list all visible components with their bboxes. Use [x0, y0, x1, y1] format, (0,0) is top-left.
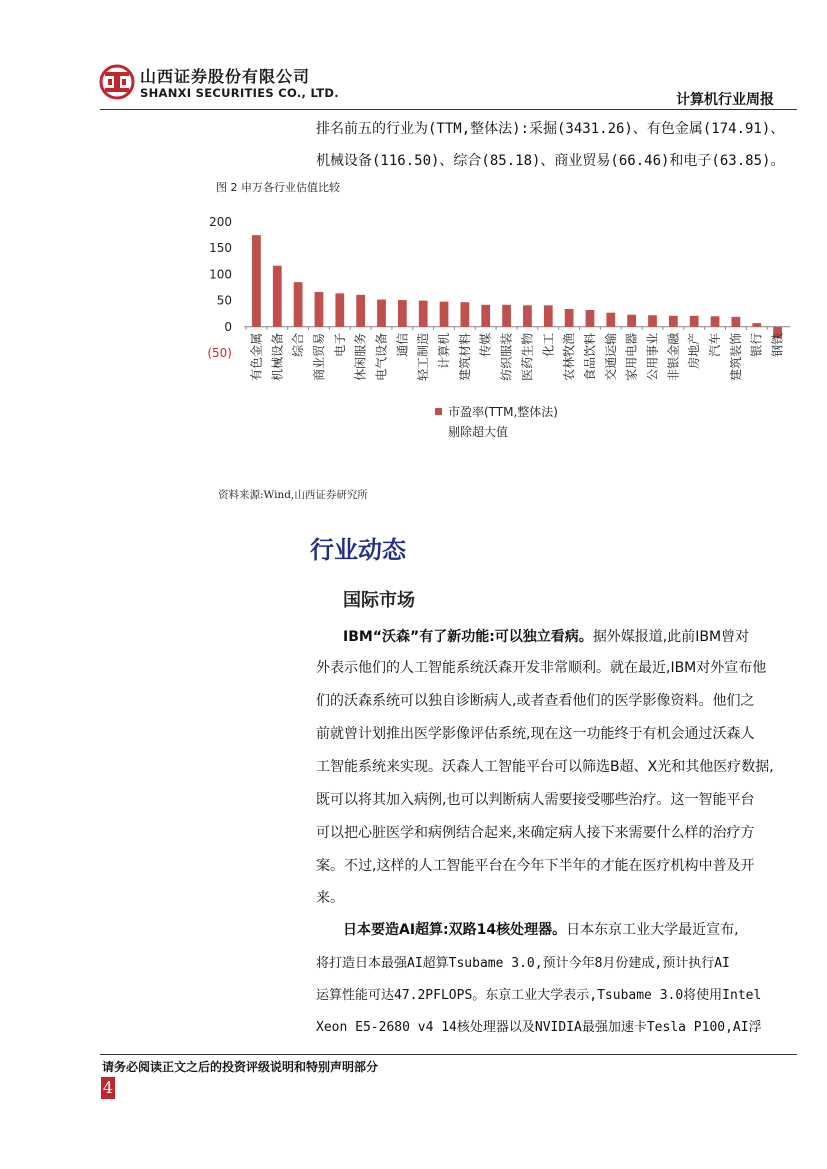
footer-disclaimer: 请务必阅读正文之后的投资评级说明和特别声明部分 — [102, 1060, 379, 1074]
bar — [648, 315, 657, 327]
intro-line-2: 机械设备(116.50)、综合(85.18)、商业贸易(66.46)和电子(63.85)。 — [316, 153, 785, 169]
y-tick-label: 100 — [209, 267, 232, 282]
bar — [565, 309, 574, 327]
bar — [252, 235, 261, 327]
figure-caption: 图 2 申万各行业估值比较 — [216, 181, 340, 194]
para2-lead: 日本要造AI超算:双路14核处理器。 — [343, 922, 567, 938]
bar — [398, 300, 407, 327]
x-category-label: 医药生物 — [520, 332, 535, 381]
para2-line: 将打造日本最强AI超算Tsubame 3.0,预计今年8月份建成,预计执行AI — [316, 956, 730, 971]
report-title: 计算机行业周报 — [676, 92, 774, 108]
bar — [335, 293, 344, 326]
bar — [523, 305, 532, 326]
para1-line: 前就曾计划推出医学影像评估系统,现在这一功能终于有机会通过沃森人 — [316, 726, 755, 742]
x-category-label: 计算机 — [437, 332, 452, 369]
company-name-cn: 山西证券股份有限公司 — [140, 67, 311, 86]
para1-first-line — [343, 626, 749, 646]
bar — [315, 292, 324, 327]
intro-line-1: 排名前五的行业为(TTM,整体法):采掘(3431.26)、有色金属(174.91)、 — [316, 121, 785, 137]
x-category-label: 综合 — [291, 332, 306, 357]
bar — [502, 305, 511, 327]
x-category-label: 食品饮料 — [582, 332, 597, 381]
bar — [544, 305, 553, 326]
bar — [586, 310, 595, 327]
bar — [440, 302, 449, 327]
bar — [606, 313, 615, 327]
x-category-label: 化工 — [541, 332, 556, 357]
para2-line: 运算性能可达47.2PFLOPS。东京工业大学表示,Tsubame 3.0将使用Intel — [316, 988, 762, 1003]
subsection-heading-international: 国际市场 — [343, 590, 415, 611]
figure-source: 资料来源:Wind,山西证券研究所 — [218, 489, 368, 501]
para1-lead: IBM“沃森”有了新功能:可以独立看病。 — [343, 629, 593, 645]
x-category-label: 电子 — [332, 332, 347, 357]
valuation-bar-chart — [200, 205, 800, 450]
x-category-label: 建筑装饰 — [728, 332, 743, 381]
para2-line: Xeon E5-2680 v4 14核处理器以及NVIDIA最强加速卡Tesla P100,AI浮 — [316, 1020, 762, 1035]
para2-first-line — [343, 919, 739, 939]
page-number: 4 — [102, 1078, 114, 1097]
x-category-label: 商业贸易 — [311, 332, 326, 381]
x-category-label: 机械设备 — [270, 332, 285, 381]
y-tick-label: 0 — [224, 319, 232, 334]
x-category-label: 银行 — [749, 332, 764, 357]
section-heading-industry-news: 行业动态 — [310, 536, 406, 564]
bar — [356, 295, 365, 327]
para1-line: 可以把心脏医学和病例结合起来,来确定病人接下来需要什么样的治疗方 — [316, 825, 755, 841]
legend-swatch — [435, 408, 442, 415]
y-tick-label: 200 — [209, 215, 232, 229]
bar — [481, 305, 490, 327]
bar — [669, 316, 678, 327]
x-category-label: 纺织服装 — [499, 332, 514, 381]
para1-line: 外表示他们的人工智能系统沃森开发非常顺利。就在最近,IBM对外宣布他 — [316, 660, 767, 676]
bar — [461, 302, 470, 327]
y-tick-label: 150 — [209, 241, 232, 256]
x-category-label: 通信 — [395, 332, 410, 357]
para1-line: 来。 — [316, 890, 344, 906]
bar — [627, 315, 636, 327]
bar — [711, 316, 720, 326]
x-category-label: 有色金属 — [249, 332, 264, 381]
x-category-label: 汽车 — [708, 332, 723, 357]
x-category-label: 休闲服务 — [353, 332, 368, 381]
para1-line: 案。不过,这样的人工智能平台在今年下半年的才能在医疗机构中普及开 — [316, 858, 755, 874]
y-tick-label: 50 — [216, 293, 232, 308]
para1-line: 工智能系统来实现。沃森人工智能平台可以筛选B超、X光和其他医疗数据, — [316, 759, 774, 775]
x-category-label: 传媒 — [478, 332, 493, 357]
bar — [419, 301, 428, 327]
bar — [690, 316, 699, 327]
para1-first-rest: 据外媒报道,此前IBM曾对 — [592, 629, 750, 645]
para1-line: 们的沃森系统可以独自诊断病人,或者查看他们的医学影像资料。他们之 — [316, 693, 755, 709]
bar — [732, 317, 741, 327]
company-logo — [99, 63, 135, 101]
x-category-label: 非银金融 — [666, 332, 681, 381]
legend-label-note: 剔除超大值 — [448, 425, 509, 439]
x-category-label: 房地产 — [687, 332, 702, 369]
x-category-label: 农林牧渔 — [562, 332, 577, 381]
bar — [752, 323, 761, 327]
company-name-en: SHANXI SECURITIES CO., LTD. — [140, 86, 339, 100]
x-category-label: 建筑材料 — [457, 332, 472, 381]
para1-line: 既可以将其加入病例,也可以判断病人需要接受哪些治疗。这一智能平台 — [316, 792, 755, 808]
x-category-label: 钢铁 — [770, 332, 785, 357]
legend-label-pe: 市盈率(TTM,整体法) — [448, 405, 558, 419]
bar — [377, 300, 386, 327]
x-category-label: 交通运输 — [603, 332, 618, 381]
x-category-label: 电气设备 — [374, 332, 389, 381]
bar — [294, 282, 303, 327]
x-category-label: 轻工制造 — [416, 332, 431, 381]
bar — [273, 266, 282, 327]
header-divider — [100, 109, 797, 110]
x-category-label: 家用电器 — [624, 332, 639, 381]
x-category-label: 公用事业 — [645, 332, 660, 381]
para2-first-rest: 日本东京工业大学最近宣布, — [566, 922, 739, 938]
y-tick-label: (50) — [207, 346, 232, 360]
footer-divider — [100, 1054, 797, 1055]
